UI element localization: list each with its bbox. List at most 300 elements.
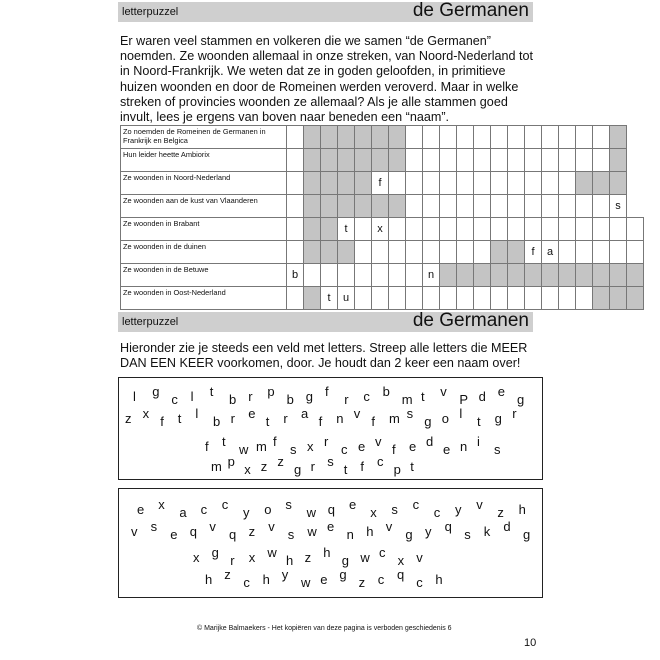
answer-cell[interactable] bbox=[508, 149, 525, 172]
puzzle-letter[interactable]: f bbox=[360, 459, 365, 474]
puzzle-letter[interactable]: v bbox=[476, 497, 483, 512]
puzzle-letter[interactable]: a bbox=[301, 406, 309, 421]
puzzle-letter[interactable]: g bbox=[305, 389, 314, 404]
answer-cell[interactable] bbox=[525, 218, 542, 241]
puzzle-letter[interactable]: e bbox=[358, 439, 366, 454]
puzzle-letter[interactable]: e bbox=[409, 439, 417, 454]
answer-cell[interactable] bbox=[491, 126, 508, 149]
answer-cell[interactable] bbox=[542, 287, 559, 310]
answer-cell[interactable] bbox=[525, 195, 542, 218]
shaded-cell bbox=[525, 264, 542, 287]
puzzle-letter[interactable]: h bbox=[286, 553, 294, 568]
answer-cell[interactable] bbox=[287, 287, 304, 310]
puzzle-letter[interactable]: e bbox=[497, 384, 506, 399]
answer-cell[interactable] bbox=[457, 126, 474, 149]
answer-cell[interactable] bbox=[559, 218, 576, 241]
puzzle-letter[interactable]: g bbox=[339, 567, 347, 582]
puzzle-letter[interactable]: d bbox=[478, 389, 486, 404]
puzzle-letter[interactable]: h bbox=[323, 545, 331, 560]
answer-cell[interactable] bbox=[593, 149, 610, 172]
answer-cell[interactable]: f bbox=[372, 172, 389, 195]
answer-cell[interactable]: b bbox=[287, 264, 304, 287]
puzzle-letter[interactable]: c bbox=[416, 575, 423, 590]
answer-cell[interactable] bbox=[508, 287, 525, 310]
puzzle-letter[interactable]: c bbox=[433, 505, 441, 520]
clue-text: Ze woonden in Oost-Nederland bbox=[121, 287, 287, 310]
answer-cell[interactable] bbox=[491, 218, 508, 241]
puzzle-letter[interactable]: x bbox=[307, 439, 314, 454]
answer-cell[interactable] bbox=[389, 241, 406, 264]
puzzle-letter[interactable]: t bbox=[477, 414, 481, 429]
puzzle-letter[interactable]: s bbox=[290, 442, 297, 457]
puzzle-letter[interactable]: w bbox=[239, 442, 249, 457]
answer-cell[interactable] bbox=[406, 241, 423, 264]
shaded-cell bbox=[338, 126, 355, 149]
answer-cell[interactable] bbox=[440, 126, 457, 149]
puzzle-letter[interactable]: s bbox=[150, 519, 158, 534]
shaded-cell bbox=[321, 195, 338, 218]
shaded-cell bbox=[389, 126, 406, 149]
answer-cell[interactable] bbox=[355, 264, 372, 287]
puzzle-letter[interactable]: f bbox=[392, 442, 396, 457]
puzzle-letter[interactable]: s bbox=[285, 497, 292, 512]
puzzle-letter[interactable]: v bbox=[268, 519, 275, 534]
puzzle-letter[interactable]: r bbox=[230, 553, 235, 568]
puzzle-letter[interactable]: s bbox=[464, 527, 471, 542]
puzzle-letter[interactable]: l bbox=[133, 389, 136, 404]
clue-text: Ze woonden in de Betuwe bbox=[121, 264, 287, 287]
answer-cell[interactable] bbox=[474, 241, 491, 264]
shaded-cell bbox=[576, 264, 593, 287]
answer-cell[interactable] bbox=[423, 126, 440, 149]
puzzle-letter[interactable]: f bbox=[160, 414, 164, 429]
answer-cell[interactable] bbox=[576, 241, 593, 264]
puzzle-letter[interactable]: e bbox=[320, 572, 328, 587]
puzzle-letter[interactable]: v bbox=[385, 519, 393, 534]
answer-cell[interactable] bbox=[389, 287, 406, 310]
answer-cell[interactable] bbox=[457, 241, 474, 264]
answer-cell[interactable] bbox=[372, 287, 389, 310]
puzzle-letter[interactable]: r bbox=[230, 411, 235, 426]
answer-cell[interactable] bbox=[474, 195, 491, 218]
answer-cell[interactable] bbox=[406, 195, 423, 218]
answer-cell[interactable] bbox=[559, 126, 576, 149]
answer-cell[interactable]: t bbox=[321, 287, 338, 310]
puzzle-letter[interactable]: x bbox=[397, 553, 405, 568]
answer-cell[interactable] bbox=[287, 241, 304, 264]
answer-cell[interactable] bbox=[627, 241, 644, 264]
answer-cell[interactable] bbox=[576, 149, 593, 172]
puzzle-letter[interactable]: f bbox=[371, 414, 376, 429]
answer-cell[interactable] bbox=[542, 172, 559, 195]
shaded-cell bbox=[304, 126, 321, 149]
answer-cell[interactable] bbox=[457, 287, 474, 310]
answer-cell[interactable] bbox=[508, 126, 525, 149]
puzzle-letter[interactable]: v bbox=[209, 519, 216, 534]
puzzle-letter[interactable]: x bbox=[158, 497, 165, 512]
puzzle-letter[interactable]: r bbox=[248, 389, 253, 404]
puzzle-letter[interactable]: n bbox=[346, 527, 354, 542]
page-number: 10 bbox=[524, 637, 537, 649]
puzzle-letter[interactable]: w bbox=[306, 505, 316, 520]
answer-cell[interactable] bbox=[559, 149, 576, 172]
answer-cell[interactable] bbox=[491, 172, 508, 195]
answer-cell[interactable] bbox=[457, 218, 474, 241]
answer-cell[interactable] bbox=[576, 195, 593, 218]
puzzle-letter[interactable]: i bbox=[477, 434, 480, 449]
answer-cell[interactable] bbox=[610, 241, 627, 264]
puzzle-letter[interactable]: e bbox=[327, 519, 335, 534]
puzzle-letter[interactable]: p bbox=[267, 384, 275, 399]
puzzle-letter[interactable]: f bbox=[205, 439, 209, 454]
answer-cell[interactable] bbox=[593, 126, 610, 149]
puzzle-letter[interactable]: z bbox=[304, 550, 312, 565]
puzzle-letter[interactable]: s bbox=[494, 442, 501, 457]
answer-cell[interactable] bbox=[355, 218, 372, 241]
letter-field-1 bbox=[118, 377, 543, 480]
puzzle-letter[interactable]: b bbox=[382, 384, 390, 399]
puzzle-letter[interactable]: z bbox=[248, 524, 256, 539]
shaded-cell bbox=[304, 149, 321, 172]
puzzle-letter[interactable]: c bbox=[377, 572, 385, 587]
puzzle-letter[interactable]: b bbox=[229, 392, 237, 407]
answer-cell[interactable]: f bbox=[525, 241, 542, 264]
puzzle-letter[interactable]: c bbox=[171, 392, 178, 407]
puzzle-letter[interactable]: v bbox=[375, 434, 382, 449]
answer-cell[interactable] bbox=[423, 241, 440, 264]
answer-cell[interactable]: u bbox=[338, 287, 355, 310]
puzzle-letter[interactable]: q bbox=[327, 502, 336, 517]
answer-cell[interactable] bbox=[287, 172, 304, 195]
puzzle-letter[interactable]: P bbox=[459, 392, 469, 407]
answer-cell[interactable] bbox=[406, 126, 423, 149]
puzzle-letter[interactable]: q bbox=[397, 567, 405, 582]
shaded-cell bbox=[593, 287, 610, 310]
page-title: de Germanen bbox=[412, 310, 529, 331]
puzzle-letter[interactable]: s bbox=[406, 406, 414, 421]
clue-text: Hun leider heette Ambiorix bbox=[121, 149, 287, 172]
puzzle-letter[interactable]: b bbox=[213, 414, 221, 429]
puzzle-letter[interactable]: w bbox=[301, 575, 311, 590]
answer-cell[interactable] bbox=[440, 149, 457, 172]
clue-text: Ze woonden in de duinen bbox=[121, 241, 287, 264]
puzzle-letter[interactable]: z bbox=[358, 575, 366, 590]
puzzle-letter[interactable]: r bbox=[324, 434, 329, 449]
puzzle-letter[interactable]: g bbox=[294, 462, 302, 477]
answer-cell[interactable] bbox=[440, 218, 457, 241]
puzzle-letter[interactable]: g bbox=[517, 392, 525, 407]
answer-cell[interactable] bbox=[542, 149, 559, 172]
puzzle-letter[interactable]: o bbox=[264, 502, 272, 517]
puzzle-letter[interactable]: c bbox=[200, 502, 208, 517]
puzzle-letter[interactable]: d bbox=[426, 434, 434, 449]
puzzle-letter[interactable]: l bbox=[190, 389, 194, 404]
shaded-cell bbox=[321, 241, 338, 264]
answer-cell[interactable] bbox=[423, 195, 440, 218]
puzzle-letter[interactable]: h bbox=[435, 572, 443, 587]
answer-cell[interactable] bbox=[440, 241, 457, 264]
answer-cell[interactable] bbox=[559, 172, 576, 195]
answer-cell[interactable] bbox=[406, 287, 423, 310]
answer-cell[interactable] bbox=[525, 172, 542, 195]
answer-cell[interactable] bbox=[440, 287, 457, 310]
answer-cell[interactable] bbox=[287, 218, 304, 241]
answer-cell[interactable] bbox=[372, 264, 389, 287]
answer-cell[interactable] bbox=[423, 218, 440, 241]
shaded-cell bbox=[610, 287, 627, 310]
answer-cell[interactable] bbox=[406, 149, 423, 172]
shaded-cell bbox=[593, 172, 610, 195]
puzzle-letter[interactable]: y bbox=[425, 524, 432, 539]
answer-cell[interactable] bbox=[491, 195, 508, 218]
puzzle-letter[interactable]: t bbox=[265, 414, 270, 429]
answer-cell[interactable] bbox=[525, 149, 542, 172]
answer-cell[interactable] bbox=[559, 287, 576, 310]
answer-cell[interactable] bbox=[508, 195, 525, 218]
answer-cell[interactable] bbox=[610, 218, 627, 241]
puzzle-letter[interactable]: w bbox=[267, 545, 277, 560]
puzzle-letter[interactable]: s bbox=[287, 527, 295, 542]
puzzle-letter[interactable]: m bbox=[401, 392, 413, 407]
answer-cell[interactable] bbox=[508, 172, 525, 195]
clue-text: Zo noemden de Romeinen de Germanen in Frankrijk en Belgica bbox=[121, 126, 287, 149]
puzzle-letter[interactable]: g bbox=[424, 414, 432, 429]
answer-cell[interactable] bbox=[389, 218, 406, 241]
answer-cell[interactable] bbox=[542, 218, 559, 241]
puzzle-letter[interactable]: c bbox=[412, 497, 420, 512]
shaded-cell bbox=[304, 195, 321, 218]
puzzle-letter[interactable]: m bbox=[389, 411, 400, 426]
puzzle-letter[interactable]: a bbox=[179, 505, 187, 520]
answer-cell[interactable]: t bbox=[338, 218, 355, 241]
puzzle-letter[interactable]: g bbox=[405, 527, 413, 542]
answer-cell[interactable] bbox=[457, 149, 474, 172]
header-bar-2 bbox=[118, 312, 533, 332]
answer-cell[interactable] bbox=[627, 218, 644, 241]
shaded-cell bbox=[304, 172, 321, 195]
shaded-cell bbox=[321, 172, 338, 195]
puzzle-row bbox=[121, 172, 644, 195]
puzzle-letter[interactable]: r bbox=[283, 411, 288, 426]
shaded-cell bbox=[610, 264, 627, 287]
answer-cell[interactable]: a bbox=[542, 241, 559, 264]
answer-cell[interactable] bbox=[525, 126, 542, 149]
answer-cell[interactable] bbox=[423, 149, 440, 172]
answer-cell[interactable] bbox=[593, 218, 610, 241]
answer-cell[interactable] bbox=[406, 172, 423, 195]
puzzle-letter[interactable]: y bbox=[455, 502, 462, 517]
answer-cell[interactable] bbox=[440, 195, 457, 218]
puzzle-letter[interactable]: v bbox=[131, 524, 138, 539]
puzzle-letter[interactable]: c bbox=[221, 497, 229, 512]
puzzle-letter[interactable]: t bbox=[421, 389, 425, 404]
answer-cell[interactable] bbox=[406, 218, 423, 241]
puzzle-letter[interactable]: t bbox=[209, 384, 214, 399]
answer-cell[interactable] bbox=[542, 126, 559, 149]
answer-cell[interactable] bbox=[338, 264, 355, 287]
puzzle-letter[interactable]: k bbox=[483, 524, 491, 539]
section-label: letterpuzzel bbox=[122, 316, 179, 328]
puzzle-letter[interactable]: t bbox=[343, 462, 348, 477]
answer-cell[interactable] bbox=[474, 149, 491, 172]
shaded-cell bbox=[355, 126, 372, 149]
answer-cell[interactable] bbox=[389, 264, 406, 287]
answer-cell[interactable] bbox=[491, 149, 508, 172]
answer-cell[interactable] bbox=[423, 172, 440, 195]
answer-cell[interactable] bbox=[457, 172, 474, 195]
puzzle-letter[interactable]: c bbox=[363, 389, 370, 404]
puzzle-letter[interactable]: e bbox=[170, 527, 178, 542]
puzzle-letter[interactable]: v bbox=[416, 550, 423, 565]
shaded-cell bbox=[338, 149, 355, 172]
answer-cell[interactable] bbox=[593, 241, 610, 264]
puzzle-letter[interactable]: c bbox=[379, 545, 386, 560]
shaded-cell bbox=[355, 172, 372, 195]
puzzle-letter[interactable]: g bbox=[523, 527, 531, 542]
puzzle-letter[interactable]: e bbox=[137, 502, 145, 517]
puzzle-letter[interactable]: q bbox=[444, 519, 452, 534]
puzzle-letter[interactable]: c bbox=[243, 575, 250, 590]
answer-cell[interactable] bbox=[406, 264, 423, 287]
puzzle-letter[interactable]: q bbox=[189, 524, 198, 539]
puzzle-letter[interactable]: x bbox=[142, 406, 150, 421]
answer-cell[interactable] bbox=[474, 172, 491, 195]
puzzle-letter[interactable]: g bbox=[494, 411, 502, 426]
puzzle-letter[interactable]: x bbox=[248, 550, 256, 565]
puzzle-letter[interactable]: c bbox=[341, 442, 348, 457]
answer-cell[interactable] bbox=[372, 241, 389, 264]
puzzle-letter[interactable]: t bbox=[177, 411, 182, 426]
puzzle-letter[interactable]: x bbox=[193, 550, 200, 565]
puzzle-letter[interactable]: q bbox=[229, 527, 237, 542]
shaded-cell bbox=[576, 172, 593, 195]
shaded-cell bbox=[542, 264, 559, 287]
puzzle-letter[interactable]: v bbox=[440, 384, 447, 399]
answer-cell[interactable] bbox=[474, 126, 491, 149]
answer-cell[interactable] bbox=[559, 195, 576, 218]
puzzle-letter[interactable]: b bbox=[286, 392, 294, 407]
answer-cell[interactable] bbox=[542, 195, 559, 218]
puzzle-letter[interactable]: c bbox=[377, 454, 384, 469]
puzzle-letter[interactable]: m bbox=[211, 459, 222, 474]
puzzle-letter[interactable]: x bbox=[244, 462, 251, 477]
answer-cell[interactable] bbox=[355, 241, 372, 264]
answer-cell[interactable] bbox=[287, 149, 304, 172]
answer-cell[interactable] bbox=[287, 195, 304, 218]
clue-text: Ze woonden in Noord-Nederland bbox=[121, 172, 287, 195]
letter-field-2 bbox=[118, 488, 543, 598]
answer-cell[interactable] bbox=[593, 195, 610, 218]
puzzle-letter[interactable]: t bbox=[410, 459, 414, 474]
shaded-cell bbox=[389, 195, 406, 218]
puzzle-letter[interactable]: h bbox=[262, 572, 270, 587]
puzzle-letter[interactable]: r bbox=[344, 392, 349, 407]
shaded-cell bbox=[372, 149, 389, 172]
puzzle-letter[interactable]: n bbox=[460, 439, 468, 454]
crossword-grid bbox=[120, 125, 644, 310]
puzzle-letter[interactable]: y bbox=[243, 505, 250, 520]
shaded-cell bbox=[304, 287, 321, 310]
answer-cell[interactable] bbox=[491, 287, 508, 310]
answer-cell[interactable] bbox=[440, 172, 457, 195]
answer-cell[interactable] bbox=[287, 126, 304, 149]
puzzle-letter[interactable]: h bbox=[205, 572, 213, 587]
answer-cell[interactable] bbox=[355, 287, 372, 310]
puzzle-letter[interactable]: z bbox=[260, 459, 268, 474]
answer-cell[interactable] bbox=[304, 264, 321, 287]
puzzle-letter[interactable]: m bbox=[256, 439, 267, 454]
puzzle-letter[interactable]: z bbox=[224, 567, 231, 582]
puzzle-row bbox=[121, 287, 644, 310]
puzzle-letter[interactable]: g bbox=[152, 384, 160, 399]
answer-cell[interactable] bbox=[389, 172, 406, 195]
shaded-cell bbox=[491, 241, 508, 264]
puzzle-letter[interactable]: w bbox=[307, 524, 317, 539]
puzzle-letter[interactable]: h bbox=[366, 524, 374, 539]
shaded-cell bbox=[559, 264, 576, 287]
puzzle-letter[interactable]: o bbox=[441, 411, 450, 426]
shaded-cell bbox=[355, 195, 372, 218]
answer-cell[interactable] bbox=[576, 218, 593, 241]
puzzle-letter[interactable]: s bbox=[391, 502, 398, 517]
puzzle-letter[interactable]: r bbox=[512, 406, 517, 421]
answer-cell[interactable] bbox=[576, 287, 593, 310]
puzzle-letter[interactable]: z bbox=[125, 411, 132, 426]
shaded-cell bbox=[321, 149, 338, 172]
puzzle-letter[interactable]: w bbox=[360, 550, 370, 565]
puzzle-letter[interactable]: l bbox=[459, 406, 463, 421]
puzzle-letter[interactable]: v bbox=[353, 406, 361, 421]
puzzle-letter[interactable]: e bbox=[349, 497, 357, 512]
puzzle-letter[interactable]: p bbox=[393, 462, 401, 477]
puzzle-letter[interactable]: n bbox=[336, 411, 344, 426]
answer-cell[interactable] bbox=[525, 287, 542, 310]
shaded-cell bbox=[304, 218, 321, 241]
answer-cell[interactable]: s bbox=[610, 195, 627, 218]
answer-cell[interactable] bbox=[423, 287, 440, 310]
answer-cell[interactable] bbox=[321, 264, 338, 287]
puzzle-letter[interactable]: z bbox=[497, 505, 504, 520]
puzzle-letter[interactable]: y bbox=[281, 567, 289, 582]
puzzle-letter[interactable]: e bbox=[248, 406, 256, 421]
clue-text: Ze woonden in Brabant bbox=[121, 218, 287, 241]
puzzle-letter[interactable]: e bbox=[443, 442, 451, 457]
answer-cell[interactable]: n bbox=[423, 264, 440, 287]
puzzle-letter[interactable]: f bbox=[318, 414, 323, 429]
puzzle-letter[interactable]: r bbox=[310, 459, 315, 474]
puzzle-letter[interactable]: d bbox=[503, 519, 511, 534]
puzzle-letter[interactable]: z bbox=[277, 454, 284, 469]
puzzle-letter[interactable]: t bbox=[222, 434, 226, 449]
shaded-cell bbox=[610, 172, 627, 195]
puzzle-letter[interactable]: l bbox=[195, 406, 199, 421]
puzzle-letter[interactable]: p bbox=[227, 454, 235, 469]
answer-cell[interactable] bbox=[508, 218, 525, 241]
puzzle-letter[interactable]: f bbox=[325, 384, 329, 399]
answer-cell[interactable] bbox=[559, 241, 576, 264]
answer-cell[interactable] bbox=[457, 195, 474, 218]
puzzle-letter[interactable]: x bbox=[370, 505, 377, 520]
answer-cell[interactable] bbox=[474, 218, 491, 241]
puzzle-letter[interactable]: g bbox=[341, 553, 350, 568]
puzzle-letter[interactable]: f bbox=[273, 434, 277, 449]
puzzle-letter[interactable]: s bbox=[327, 454, 334, 469]
answer-cell[interactable]: x bbox=[372, 218, 389, 241]
puzzle-letter[interactable]: h bbox=[518, 502, 526, 517]
answer-cell[interactable] bbox=[576, 126, 593, 149]
puzzle-letter[interactable]: g bbox=[211, 545, 219, 560]
answer-cell[interactable] bbox=[474, 287, 491, 310]
